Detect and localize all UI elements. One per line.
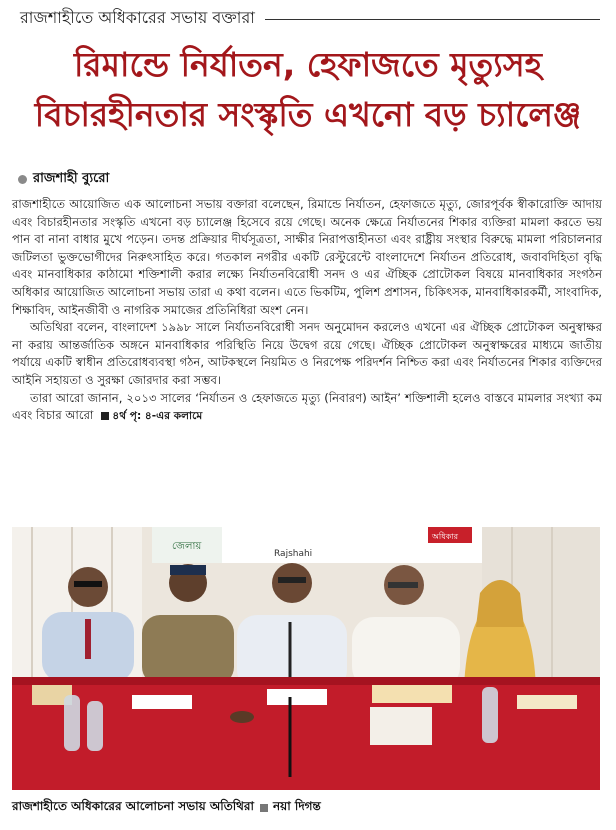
- headline-line-1: রিমান্ডে নির্যাতন, হেফাজতে মৃত্যুসহ: [73, 45, 543, 84]
- article-photo: [12, 527, 600, 790]
- caption-text: রাজশাহীতে অধিকারের আলোচনা সভায় অতিথিরা: [12, 799, 255, 813]
- article-body: [12, 196, 602, 426]
- banner-text-right: অধিকার: [432, 532, 459, 541]
- headline-line-2: বিচারহীনতার সংস্কৃতি এখনো বড় চ্যালেঞ্জ: [34, 95, 582, 134]
- kicker-text: রাজশাহীতে অধিকারের সভায় বক্তারা: [20, 7, 255, 27]
- continued-note: ৪র্থ পৃ: ৪-এর কলামে: [112, 410, 203, 423]
- byline-bullet-icon: [18, 175, 27, 184]
- caption-credit: নয়া দিগন্ত: [273, 799, 321, 813]
- continued-square-icon: [101, 412, 109, 420]
- headline: [18, 40, 598, 140]
- photo-caption: [12, 798, 602, 818]
- paragraph-3-text: তারা আরো জানান, ২০১৩ সালের ‘নির্যাতন ও হেফাজতে মৃত্যু (নিবারণ) আইন’ শক্তিশালী হলেও বাস্তবে মামলার সংখ্যা কম এবং বিচার আরো: [12, 390, 602, 423]
- caption-square-icon: [260, 804, 268, 812]
- paragraph-3: [12, 390, 602, 426]
- byline: [18, 170, 109, 188]
- article-kicker: [20, 6, 600, 30]
- banner-text-left: জেলায়: [172, 541, 202, 552]
- paragraph-1: রাজশাহীতে আয়োজিত এক আলোচনা সভায় বক্তারা বলেছেন, রিমান্ডে নির্যাতন, হেফাজতে মৃত্যু, জোরপূর্বক স্বীকারোক্তি আদায় এবং বিচারহীনতার সংস্কৃতি এখনো বড় চ্যালেঞ্জ হিসেবে রয়ে গেছে। অনেক ক্ষেত্রে নির্যাতনের শিকার ব্যক্তিরা মামলা করতে ভয় পান বা নানা বাধার মুখে পড়েন। তদন্ত প্রক্রিয়ার দীর্ঘসূত্রতা, সাক্ষীর নিরাপত্তাহীনতা এবং রাষ্ট্রীয় সংস্থার বিরুদ্ধে মামলা পরিচালনার জটিলতা ভুক্তভোগীদের নিরুৎসাহিত করে। গতকাল নগরীর একটি রেস্টুরেন্টে বাংলাদেশে নির্যাতন প্রতিরোধ, জবাবদিহিতা বৃদ্ধি এবং মানবাধিকার কাঠামো শক্তিশালী করার লক্ষ্যে নির্যাতনবিরোধী সনদ ও এর ঐচ্ছিক প্রোটোকল বিষয়ে মানবাধিকার সংগঠন অধিকার আয়োজিত আলোচনা সভায় তারা এ কথা বলেন। এতে ভিকটিম, পুলিশ প্রশাসন, চিকিৎসক, মানবাধিকারকর্মী, সাংবাদিক, শিক্ষাবিদ, আইনজীবী ও নাগরিক সমাজের প্রতিনিধিরা অংশ নেন।: [12, 197, 602, 317]
- paragraph-2: অতিথিরা বলেন, বাংলাদেশ ১৯৯৮ সালে নির্যাতনবিরোধী সনদ অনুমোদন করলেও এখনো এর ঐচ্ছিক প্রোটোকল অনুস্বাক্ষর না করায় আন্তর্জাতিক অঙ্গনে মানবাধিকার পরিস্থিতি নিয়ে উদ্বেগ রয়ে গেছে। ঐচ্ছিক প্রোটোকল অনুস্বাক্ষরের মাধ্যমে জাতীয় পর্যায়ে একটি স্বাধীন প্রতিরোধব্যবস্থা গঠন, আটকস্থলে নিয়মিত ও নিরপেক্ষ পরিদর্শন নিশ্চিত করা এবং নির্যাতনের শিকার ব্যক্তিদের আইনি সহায়তা ও সুরক্ষা জোরদার করা সম্ভব।: [12, 320, 602, 387]
- byline-text: রাজশাহী ব্যুরো: [33, 170, 110, 186]
- kicker-rule: [265, 19, 600, 20]
- photo-illustration: [12, 527, 600, 790]
- banner-text-mid: Rajshahi: [274, 549, 313, 559]
